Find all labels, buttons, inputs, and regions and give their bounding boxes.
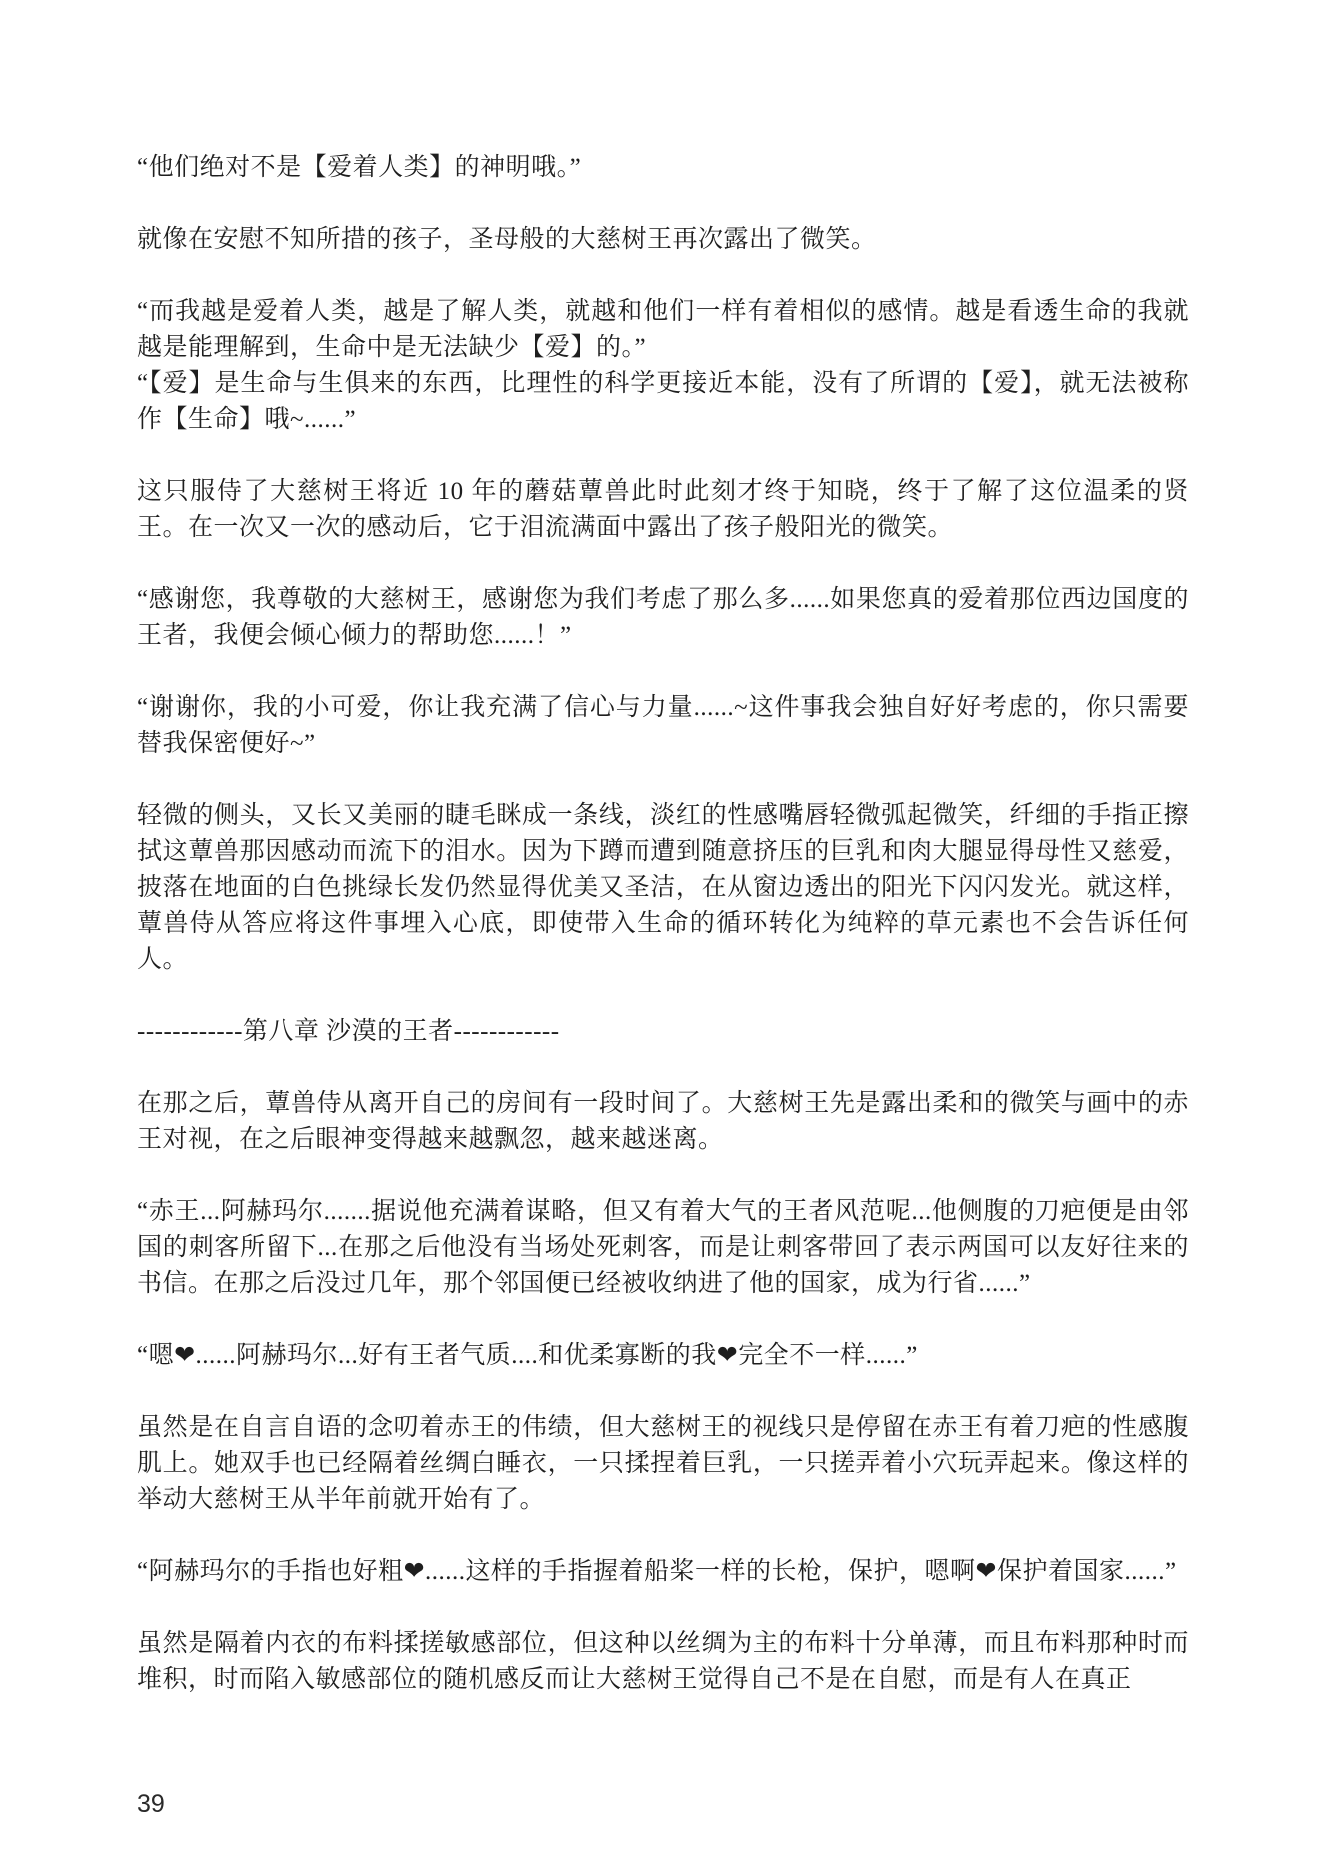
page-content	[137, 150, 1189, 1734]
narration-paragraph: 这只服侍了大慈树王将近 10 年的蘑菇蕈兽此时此刻才终于知晓，终于了解了这位温柔的贤王。在一次又一次的感动后，它于泪流满面中露出了孩子般阳光的微笑。	[137, 478, 1189, 541]
dialogue-paragraph: “赤王...阿赫玛尔.......据说他充满着谋略，但又有着大气的王者风范呢...他侧腹的刀疤便是由邻国的刺客所留下...在那之后他没有当场处死刺客，而是让刺客带回了表示两国可以友好往来的书信。在那之后没过几年，那个邻国便已经被收纳进了他的国家，成为行省......”	[137, 1198, 1189, 1297]
page-number: 39	[137, 1790, 165, 1818]
dialogue-paragraph: “嗯❤......阿赫玛尔...好有王者气质....和优柔寡断的我❤完全不一样......”	[137, 1342, 918, 1369]
dialogue-paragraph: “感谢您，我尊敬的大慈树王，感谢您为我们考虑了那么多......如果您真的爱着那位西边国度的王者，我便会倾心倾力的帮助您......！”	[137, 586, 1189, 649]
narration-paragraph: 在那之后，蕈兽侍从离开自己的房间有一段时间了。大慈树王先是露出柔和的微笑与画中的赤王对视，在之后眼神变得越来越飘忽，越来越迷离。	[137, 1090, 1189, 1153]
dialogue-paragraph: “而我越是爱着人类，越是了解人类，就越和他们一样有着相似的感情。越是看透生命的我就越是能理解到，生命中是无法缺少【爱】的。”	[137, 298, 1189, 361]
dialogue-paragraph: “谢谢你，我的小可爱，你让我充满了信心与力量......~这件事我会独自好好考虑的，你只需要替我保密便好~”	[137, 694, 1189, 757]
narration-paragraph: 虽然是隔着内衣的布料揉搓敏感部位，但这种以丝绸为主的布料十分单薄，而且布料那种时而堆积，时而陷入敏感部位的随机感反而让大慈树王觉得自己不是在自慰，而是有人在真正	[137, 1630, 1189, 1693]
dialogue-paragraph: “他们绝对不是【爱着人类】的神明哦。”	[137, 154, 582, 181]
narration-paragraph: 虽然是在自言自语的念叨着赤王的伟绩，但大慈树王的视线只是停留在赤王有着刀疤的性感腹肌上。她双手也已经隔着丝绸白睡衣，一只揉捏着巨乳，一只搓弄着小穴玩弄起来。像这样的举动大慈树王从半年前就开始有了。	[137, 1414, 1189, 1513]
narration-paragraph: 就像在安慰不知所措的孩子，圣母般的大慈树王再次露出了微笑。	[137, 226, 877, 253]
chapter-heading: ------------第八章 沙漠的王者------------	[137, 1018, 560, 1045]
dialogue-paragraph: “阿赫玛尔的手指也好粗❤......这样的手指握着船桨一样的长枪，保护，嗯啊❤保护着国家......”	[137, 1558, 1177, 1585]
narration-paragraph: 轻微的侧头，又长又美丽的睫毛眯成一条线，淡红的性感嘴唇轻微弧起微笑，纤细的手指正擦拭这蕈兽那因感动而流下的泪水。因为下蹲而遭到随意挤压的巨乳和肉大腿显得母性又慈爱，披落在地面的白色挑绿长发仍然显得优美又圣洁，在从窗边透出的阳光下闪闪发光。就这样，蕈兽侍从答应将这件事埋入心底，即使带入生命的循环转化为纯粹的草元素也不会告诉任何人。	[137, 802, 1189, 973]
dialogue-paragraph: “【爱】是生命与生俱来的东西，比理性的科学更接近本能，没有了所谓的【爱】，就无法被称作【生命】哦~......”	[137, 370, 1189, 433]
